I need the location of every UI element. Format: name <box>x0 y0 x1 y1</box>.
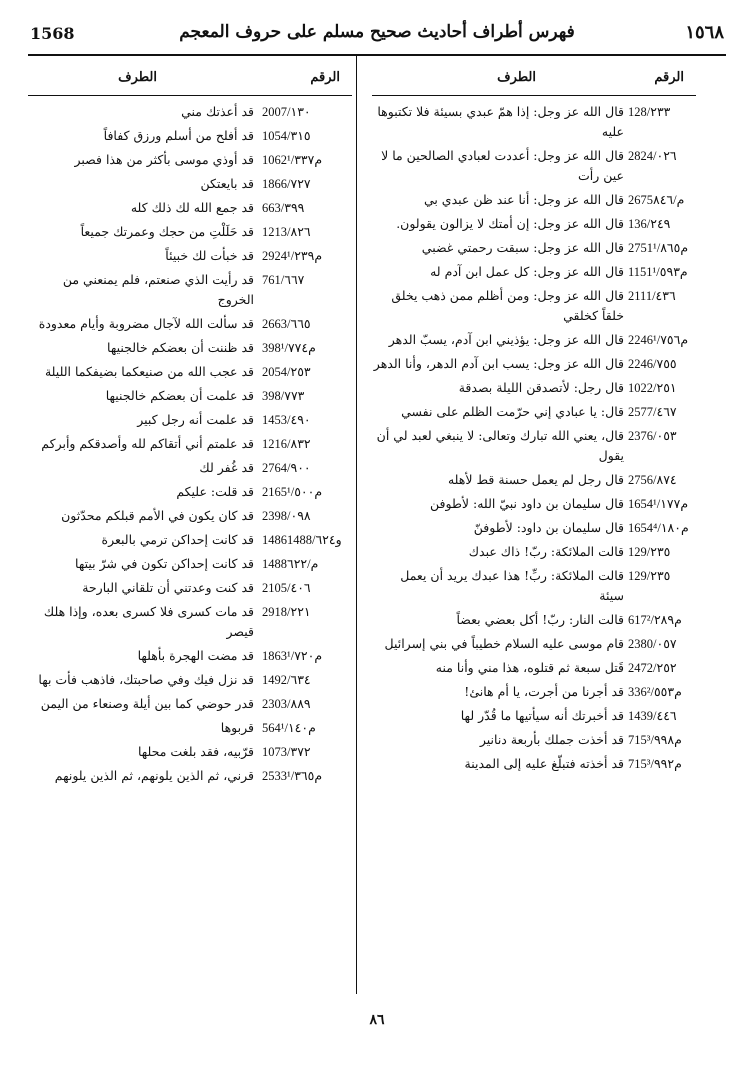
entry-number: 2376/٠٥٣ <box>628 429 677 443</box>
index-entry <box>28 434 352 454</box>
entry-text: قد علمت أن بعضكم خالجنيها <box>105 388 254 403</box>
entry-text: قد رأيت الذي صنعتم، فلم يمنعني من الخروج <box>62 272 254 307</box>
entry-text: قال رجل لم يعمل حسنة قط لأهله <box>447 472 624 487</box>
index-entry <box>372 470 696 490</box>
entry-number: 1866/٧٢٧ <box>262 177 311 191</box>
entry-text: قال سليمان بن داود: لأطوفنّ <box>473 520 624 535</box>
entry-text: قدر حوضي كما بين أيلة وصنعاء من اليمن <box>40 696 254 711</box>
index-entry <box>372 402 696 422</box>
index-entry <box>28 362 352 382</box>
term-header: الطرف <box>497 70 536 85</box>
entry-text: قد خبأت لك خبيئاً <box>165 248 254 263</box>
entry-number: 2054/٢٥٣ <box>262 365 311 379</box>
entry-text: قد أخذته فتبلّغ عليه إلى المدينة <box>464 756 624 771</box>
entry-number: 1022/٢٥١ <box>628 381 677 395</box>
index-entry <box>28 410 352 430</box>
entry-text: قرّبيه، فقد بلغت محلها <box>137 744 254 759</box>
entry-text: قد غُفر لك <box>199 460 254 475</box>
index-entry <box>372 706 696 726</box>
index-entry <box>28 314 352 334</box>
entry-text: قال: يا عبادي إني حرّمت الظلم على نفسي <box>401 404 624 419</box>
entry-text: قال الله عز وجل: يسب ابن آدم الدهر، وأنا الدهر <box>373 356 624 371</box>
index-entry <box>372 566 696 606</box>
entry-text: قد ظننت أن بعضكم خالجنيها <box>107 340 254 355</box>
index-entry <box>28 270 352 310</box>
index-entry <box>372 494 696 514</box>
entry-number: 1151م¹/٥٩٣ <box>628 265 688 279</box>
entry-number: 398/٧٧٣ <box>262 389 305 403</box>
entry-text: قد جمع الله لك ذلك كله <box>130 200 254 215</box>
index-entry <box>28 126 352 146</box>
entry-text: قرني، ثم الذين يلونهم، ثم الذين يلونهم <box>54 768 254 783</box>
entry-number: 1486و1488/٦٢٤ <box>262 533 342 547</box>
entry-text: قد علمتم أني أتقاكم لله وأصدقكم وأبركم <box>41 436 254 451</box>
entry-number: 2111/٤٣٦ <box>628 289 676 303</box>
entry-text: قد عجب الله من صنيعكما بضيفكما الليلة <box>44 364 254 379</box>
entry-number: 2105/٤٠٦ <box>262 581 311 595</box>
entry-number: 2380/٠٥٧ <box>628 637 677 651</box>
entry-text: قد سألت الله لآجال مضروبة وأيام معدودة <box>38 316 254 331</box>
index-entry <box>28 198 352 218</box>
entry-text: قال الله عز وجل: كل عمل ابن آدم له <box>430 264 624 279</box>
entry-number: 1054/٣١٥ <box>262 129 311 143</box>
entry-number: 2675م/٨٤٦ <box>628 193 685 207</box>
index-entry <box>372 102 696 142</box>
entry-number: 2165م¹/٥٠٠ <box>262 485 323 499</box>
entry-text: قد أفلح من أسلم ورزق كفافاً <box>103 128 254 143</box>
index-entry <box>372 190 696 210</box>
index-entry <box>372 214 696 234</box>
entry-number: 2756/٨٧٤ <box>628 473 677 487</box>
entry-text: قال رجل: لأتصدقن الليلة بصدقة <box>458 380 624 395</box>
index-entry <box>372 146 696 186</box>
entry-text: قد أوذي موسى بأكثر من هذا فصبر <box>74 152 254 167</box>
entry-list <box>28 102 352 786</box>
entry-number: 398م¹/٧٧٤ <box>262 341 316 355</box>
num-header: الرقم <box>654 70 684 85</box>
entry-text: قالت الملائكة: ربّ! ذاك عبدك <box>468 544 624 559</box>
index-entry <box>372 542 696 562</box>
entry-number: 2918/٢٢١ <box>262 605 311 619</box>
right-column <box>372 62 696 778</box>
index-entry <box>372 238 696 258</box>
entry-number: 1453/٤٩٠ <box>262 413 311 427</box>
entry-text: قد كانت إحداكن ترمي بالبعرة <box>101 532 254 547</box>
entry-number: 2533م¹/٣٦٥ <box>262 769 323 783</box>
entry-text: قال الله عز وجل: إذا همّ عبدي بسيئة فلا تكتبوها عليه <box>377 104 624 139</box>
entry-number: 1213/٨٢٦ <box>262 225 311 239</box>
entry-text: قد مات كسرى فلا كسرى بعده، وإذا هلك قيصر <box>43 604 254 639</box>
entry-number: 2924م¹/٢٣٩ <box>262 249 323 263</box>
entry-number: 1654م⁴/١٨٠ <box>628 521 689 535</box>
index-entry <box>372 634 696 654</box>
term-header: الطرف <box>118 70 157 85</box>
index-entry <box>28 602 352 642</box>
index-entry <box>372 682 696 702</box>
index-entry <box>372 330 696 350</box>
index-entry <box>372 610 696 630</box>
entry-text: قالت الملائكة: ربِّ! هذا عبدك يريد أن يعمل سيئة <box>400 568 624 603</box>
index-entry <box>372 518 696 538</box>
index-entry <box>28 246 352 266</box>
index-entry <box>28 694 352 714</box>
entry-number: 663/٣٩٩ <box>262 201 305 215</box>
entry-text: قال الله عز وجل: أنا عند ظن عبدي بي <box>423 192 624 207</box>
index-entry <box>372 754 696 774</box>
entry-number: 2246/٧٥٥ <box>628 357 677 371</box>
column-header <box>372 62 696 96</box>
entry-number: 1073/٣٧٢ <box>262 745 311 759</box>
entry-text: قد أجرنا من أجرت، يا أم هانئ! <box>464 684 624 699</box>
index-entry <box>28 102 352 122</box>
index-entry <box>28 338 352 358</box>
index-entry <box>372 286 696 326</box>
entry-number: 617م²/٢٨٩ <box>628 613 682 627</box>
entry-number: 1439/٤٤٦ <box>628 709 677 723</box>
column-header <box>28 62 352 96</box>
index-entry <box>372 730 696 750</box>
entry-number: 1488م/٦٢٢ <box>262 557 319 571</box>
entry-text: قال الله عز وجل: يؤذيني ابن آدم، يسبّ الدهر <box>388 332 624 347</box>
num-header: الرقم <box>310 70 340 85</box>
entry-number: 1492/٦٣٤ <box>262 673 311 687</box>
index-entry <box>372 262 696 282</box>
entry-text: قد أعذتك مني <box>181 104 254 119</box>
entry-text: قد كان يكون في الأمم قبلكم محدّثون <box>61 508 254 523</box>
entry-text: قال الله عز وجل: سبقت رحمتي غضبي <box>421 240 624 255</box>
header-rule <box>28 54 726 56</box>
index-entry <box>372 354 696 374</box>
entry-number: 1216/٨٣٢ <box>262 437 311 451</box>
entry-text: قد مضت الهجرة بأهلها <box>137 648 254 663</box>
entry-text: قد أخبرتك أنه سيأتيها ما قُدّر لها <box>460 708 624 723</box>
entry-number: 2472/٢٥٢ <box>628 661 677 675</box>
index-entry <box>28 174 352 194</box>
index-entry <box>372 426 696 466</box>
page-title: فهرس أطراف أحاديث صحيح مسلم على حروف المعجم <box>179 22 575 42</box>
entry-number: 2007/١٣٠ <box>262 105 311 119</box>
index-entry <box>28 458 352 478</box>
entry-number: 715م³/٩٩٢ <box>628 757 682 771</box>
entry-text: قد علمت أنه رجل كبير <box>137 412 254 427</box>
entry-number: 2663/٦٦٥ <box>262 317 311 331</box>
entry-text: قال سليمان بن داود نبيّ الله: لأطوفن <box>430 496 624 511</box>
entry-text: قربوها <box>220 720 254 735</box>
entry-text: قَتل سبعة ثم قتلوه، هذا مني وأنا منه <box>435 660 624 675</box>
entry-number: 2303/٨٨٩ <box>262 697 311 711</box>
entry-text: قد كنت وعدتني أن تلقاني البارحة <box>82 580 254 595</box>
entry-text: قال الله عز وجل: أعددت لعبادي الصالحين ما لا عين رأت <box>381 148 624 183</box>
entry-number: 136/٢٤٩ <box>628 217 671 231</box>
entry-text: قد بايعتكن <box>200 176 254 191</box>
entry-list <box>372 102 696 774</box>
index-entry <box>28 150 352 170</box>
page-number-arabic: ١٥٦٨ <box>685 22 724 43</box>
entry-text: قد نزل فيك وفي صاحبتك، فاذهب فأت بها <box>38 672 254 687</box>
page-header <box>30 22 724 52</box>
index-entry <box>28 554 352 574</box>
entry-number: 1863م¹/٧٢٠ <box>262 649 323 663</box>
entry-number: 129/٢٣٥ <box>628 545 671 559</box>
entry-text: قال الله عز وجل: إن أمتك لا يزالون يقولون. <box>396 216 624 231</box>
index-entry <box>28 718 352 738</box>
entry-text: قد حَلَلْتِ من حجك وعمرتك جميعاً <box>80 224 254 239</box>
entry-number: 2751م¹/٨٦٥ <box>628 241 689 255</box>
index-entry <box>28 766 352 786</box>
entry-number: 2246م¹/٧٥٦ <box>628 333 689 347</box>
entry-number: 2824/٠٢٦ <box>628 149 677 163</box>
index-entry <box>28 578 352 598</box>
entry-number: 761/٦٦٧ <box>262 273 305 287</box>
entry-text: قال الله عز وجل: ومن أظلم ممن ذهب يخلق خلقاً كخلقي <box>391 288 624 323</box>
entry-number: 1062م¹/٣٣٧ <box>262 153 323 167</box>
page-number-latin: 1568 <box>30 24 75 43</box>
entry-number: 129/٢٣٥ <box>628 569 671 583</box>
entry-number: 336م²/٥٥٣ <box>628 685 682 699</box>
page-footer-number: ٨٦ <box>369 1012 385 1028</box>
index-entry <box>28 506 352 526</box>
entry-text: قام موسى عليه السلام خطيباً في بني إسرائيل <box>384 636 624 651</box>
entry-text: قال، يعني الله تبارك وتعالى: لا ينبغي لعبد لي أن يقول <box>376 428 624 463</box>
entry-number: 1654م¹/١٧٧ <box>628 497 689 511</box>
entry-number: 715م³/٩٩٨ <box>628 733 682 747</box>
entry-text: قالت النار: ربّ! أكل بعضي بعضاً <box>456 612 624 627</box>
index-entry <box>28 530 352 550</box>
index-entry <box>28 742 352 762</box>
entry-text: قد قلت: عليكم <box>176 484 254 499</box>
index-entry <box>372 378 696 398</box>
entry-text: قد أخذت جملك بأربعة دنانير <box>479 732 624 747</box>
index-entry <box>28 646 352 666</box>
index-entry <box>28 670 352 690</box>
index-entry <box>28 222 352 242</box>
left-column <box>28 62 352 790</box>
index-entry <box>28 482 352 502</box>
entry-number: 128/٢٣٣ <box>628 105 671 119</box>
entry-number: 564م¹/١٤٠ <box>262 721 316 735</box>
column-divider <box>356 56 357 994</box>
entry-text: قد كانت إحداكن تكون في شرّ بيتها <box>75 556 254 571</box>
entry-number: 2398/٠٩٨ <box>262 509 311 523</box>
index-entry <box>28 386 352 406</box>
entry-number: 2577/٤٦٧ <box>628 405 677 419</box>
entry-number: 2764/٩٠٠ <box>262 461 311 475</box>
index-entry <box>372 658 696 678</box>
